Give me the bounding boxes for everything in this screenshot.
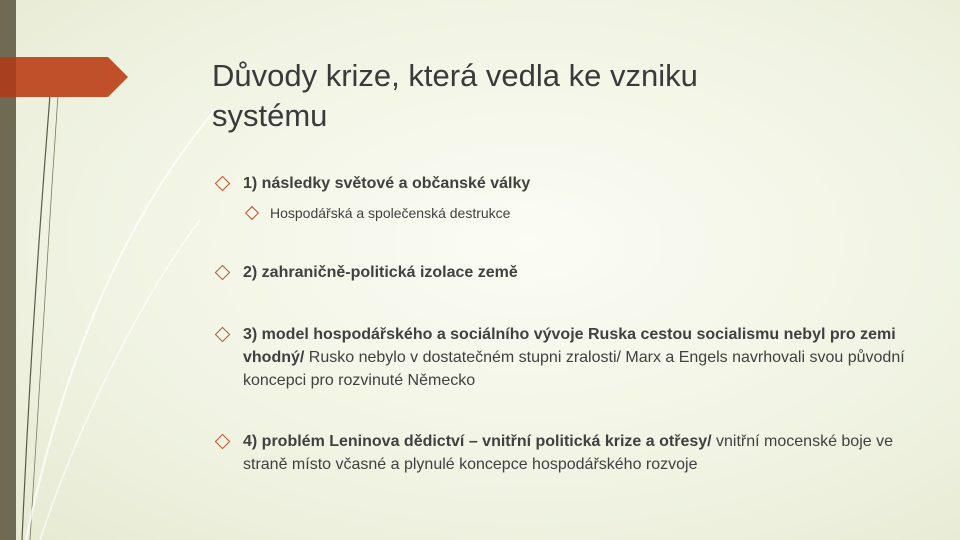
bullet-text xyxy=(243,430,917,476)
bullet-item xyxy=(217,430,917,476)
slide-title-line-1: Důvody krize, která vedla ke vzniku xyxy=(212,58,698,93)
sub-bullet-text xyxy=(270,203,510,223)
bullet-bold-text: 2) zahraničně-politická izolace země xyxy=(243,264,518,281)
bullet-item xyxy=(217,172,530,195)
accent-tab xyxy=(0,57,128,97)
diamond-bullet-icon xyxy=(245,206,259,220)
diamond-bullet-icon xyxy=(215,327,231,343)
slide-title xyxy=(212,56,912,136)
bullet-text xyxy=(243,261,518,284)
bullet-rest-text: Hospodářská a společenská destrukce xyxy=(270,205,511,221)
sub-bullet-item xyxy=(247,203,510,223)
diamond-bullet-icon xyxy=(215,434,231,450)
diamond-bullet-icon xyxy=(215,265,231,281)
diamond-bullet-icon xyxy=(215,176,231,192)
slide-title-line-2: systému xyxy=(212,98,328,133)
bullet-rest-text: vnitřní mocenské boje ve straně místo včasné a plynulé koncepce hospodářského rozvoje xyxy=(243,433,893,473)
bullet-text xyxy=(243,323,917,392)
bullet-text xyxy=(243,172,530,195)
bullet-rest-text: Rusko nebylo v dostatečném stupni zralosti/ Marx a Engels navrhovali svou původní koncepci pro rozvinuté Německo xyxy=(243,349,905,389)
bullet-bold-text: 4) problém Leninova dědictví – vnitřní politická krize a otřesy/ xyxy=(243,433,712,450)
bullet-item xyxy=(217,323,917,392)
bullet-item xyxy=(217,261,518,284)
bullet-bold-text: 3) model hospodářského a sociálního vývoje Ruska cestou socialismu nebyl pro zemi vhodný/ xyxy=(243,326,896,366)
bullet-bold-text: 1) následky světové a občanské války xyxy=(243,175,531,192)
